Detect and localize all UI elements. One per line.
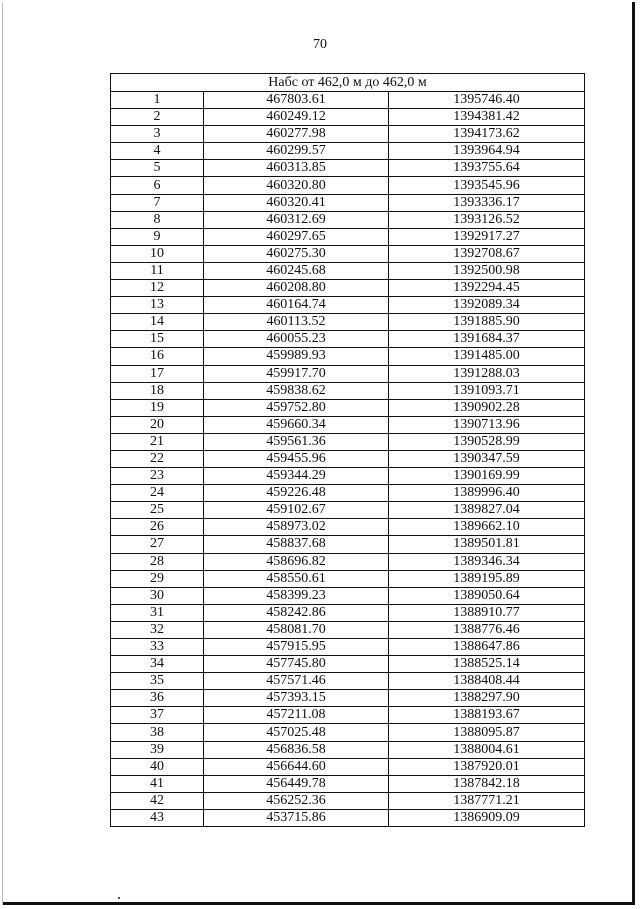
table-row xyxy=(111,758,585,775)
y-coordinate: 1392708.67 xyxy=(389,245,585,262)
x-coordinate: 460275.30 xyxy=(204,245,389,262)
point-number: 37 xyxy=(111,707,204,724)
table-row xyxy=(111,126,585,143)
table-row xyxy=(111,587,585,604)
x-coordinate: 460312.69 xyxy=(204,211,389,228)
x-coordinate: 453715.86 xyxy=(204,809,389,826)
point-number: 11 xyxy=(111,262,204,279)
y-coordinate: 1388910.77 xyxy=(389,604,585,621)
x-coordinate: 457915.95 xyxy=(204,639,389,656)
y-coordinate: 1394173.62 xyxy=(389,126,585,143)
table-row xyxy=(111,297,585,314)
y-coordinate: 1392294.45 xyxy=(389,280,585,297)
x-coordinate: 459917.70 xyxy=(204,365,389,382)
y-coordinate: 1391684.37 xyxy=(389,331,585,348)
x-coordinate: 459102.67 xyxy=(204,502,389,519)
point-number: 24 xyxy=(111,485,204,502)
table-row xyxy=(111,228,585,245)
point-number: 31 xyxy=(111,604,204,621)
point-number: 20 xyxy=(111,416,204,433)
point-number: 25 xyxy=(111,502,204,519)
table-row xyxy=(111,382,585,399)
table-row xyxy=(111,741,585,758)
x-coordinate: 456449.78 xyxy=(204,775,389,792)
x-coordinate: 458696.82 xyxy=(204,553,389,570)
y-coordinate: 1390347.59 xyxy=(389,450,585,467)
table-row xyxy=(111,707,585,724)
point-number: 1 xyxy=(111,92,204,109)
x-coordinate: 457745.80 xyxy=(204,656,389,673)
point-number: 33 xyxy=(111,639,204,656)
table-row xyxy=(111,775,585,792)
point-number: 3 xyxy=(111,126,204,143)
table-header: Набс от 462,0 м до 462,0 м xyxy=(111,74,585,92)
table-row xyxy=(111,365,585,382)
x-coordinate: 459838.62 xyxy=(204,382,389,399)
y-coordinate: 1389996.40 xyxy=(389,485,585,502)
x-coordinate: 460245.68 xyxy=(204,262,389,279)
point-number: 39 xyxy=(111,741,204,758)
table-row xyxy=(111,348,585,365)
y-coordinate: 1391885.90 xyxy=(389,314,585,331)
y-coordinate: 1393126.52 xyxy=(389,211,585,228)
table-row xyxy=(111,262,585,279)
x-coordinate: 459989.93 xyxy=(204,348,389,365)
point-number: 18 xyxy=(111,382,204,399)
point-number: 21 xyxy=(111,433,204,450)
point-number: 41 xyxy=(111,775,204,792)
point-number: 15 xyxy=(111,331,204,348)
x-coordinate: 460320.41 xyxy=(204,194,389,211)
y-coordinate: 1388776.46 xyxy=(389,621,585,638)
table-row xyxy=(111,143,585,160)
point-number: 43 xyxy=(111,809,204,826)
y-coordinate: 1387842.18 xyxy=(389,775,585,792)
x-coordinate: 460277.98 xyxy=(204,126,389,143)
page-edge xyxy=(2,2,3,905)
point-number: 9 xyxy=(111,228,204,245)
y-coordinate: 1394381.42 xyxy=(389,109,585,126)
y-coordinate: 1391485.00 xyxy=(389,348,585,365)
table-row xyxy=(111,570,585,587)
y-coordinate: 1392917.27 xyxy=(389,228,585,245)
table-row xyxy=(111,502,585,519)
point-number: 4 xyxy=(111,143,204,160)
table-row xyxy=(111,416,585,433)
table-row xyxy=(111,399,585,416)
x-coordinate: 460164.74 xyxy=(204,297,389,314)
y-coordinate: 1388297.90 xyxy=(389,690,585,707)
y-coordinate: 1389827.04 xyxy=(389,502,585,519)
x-coordinate: 458242.86 xyxy=(204,604,389,621)
y-coordinate: 1388408.44 xyxy=(389,673,585,690)
y-coordinate: 1390902.28 xyxy=(389,399,585,416)
point-number: 28 xyxy=(111,553,204,570)
table-row xyxy=(111,331,585,348)
y-coordinate: 1388095.87 xyxy=(389,724,585,741)
x-coordinate: 458081.70 xyxy=(204,621,389,638)
y-coordinate: 1388004.61 xyxy=(389,741,585,758)
point-number: 7 xyxy=(111,194,204,211)
table-row xyxy=(111,485,585,502)
y-coordinate: 1390169.99 xyxy=(389,468,585,485)
table-row xyxy=(111,724,585,741)
y-coordinate: 1392089.34 xyxy=(389,297,585,314)
x-coordinate: 460055.23 xyxy=(204,331,389,348)
table-row xyxy=(111,792,585,809)
y-coordinate: 1388193.67 xyxy=(389,707,585,724)
x-coordinate: 457025.48 xyxy=(204,724,389,741)
y-coordinate: 1386909.09 xyxy=(389,809,585,826)
point-number: 29 xyxy=(111,570,204,587)
point-number: 22 xyxy=(111,450,204,467)
point-number: 5 xyxy=(111,160,204,177)
table-row xyxy=(111,194,585,211)
point-number: 10 xyxy=(111,245,204,262)
y-coordinate: 1389662.10 xyxy=(389,519,585,536)
point-number: 13 xyxy=(111,297,204,314)
table-header-row xyxy=(111,74,585,92)
table-row xyxy=(111,211,585,228)
x-coordinate: 459752.80 xyxy=(204,399,389,416)
table-row xyxy=(111,604,585,621)
y-coordinate: 1390713.96 xyxy=(389,416,585,433)
x-coordinate: 460249.12 xyxy=(204,109,389,126)
y-coordinate: 1391093.71 xyxy=(389,382,585,399)
y-coordinate: 1389501.81 xyxy=(389,536,585,553)
x-coordinate: 456644.60 xyxy=(204,758,389,775)
table-row xyxy=(111,809,585,826)
point-number: 2 xyxy=(111,109,204,126)
point-number: 23 xyxy=(111,468,204,485)
point-number: 26 xyxy=(111,519,204,536)
point-number: 38 xyxy=(111,724,204,741)
table-row xyxy=(111,690,585,707)
point-number: 14 xyxy=(111,314,204,331)
y-coordinate: 1393755.64 xyxy=(389,160,585,177)
x-coordinate: 459455.96 xyxy=(204,450,389,467)
point-number: 42 xyxy=(111,792,204,809)
y-coordinate: 1387771.21 xyxy=(389,792,585,809)
coordinates-table xyxy=(110,73,585,827)
y-coordinate: 1393336.17 xyxy=(389,194,585,211)
point-number: 35 xyxy=(111,673,204,690)
x-coordinate: 456252.36 xyxy=(204,792,389,809)
page-number: 70 xyxy=(313,37,327,52)
y-coordinate: 1392500.98 xyxy=(389,262,585,279)
y-coordinate: 1390528.99 xyxy=(389,433,585,450)
scan-speck xyxy=(118,897,120,899)
y-coordinate: 1389050.64 xyxy=(389,587,585,604)
table-row xyxy=(111,468,585,485)
table-row xyxy=(111,314,585,331)
point-number: 27 xyxy=(111,536,204,553)
x-coordinate: 460113.52 xyxy=(204,314,389,331)
table-row xyxy=(111,109,585,126)
point-number: 16 xyxy=(111,348,204,365)
table-row xyxy=(111,433,585,450)
y-coordinate: 1388647.86 xyxy=(389,639,585,656)
point-number: 36 xyxy=(111,690,204,707)
point-number: 8 xyxy=(111,211,204,228)
y-coordinate: 1388525.14 xyxy=(389,656,585,673)
y-coordinate: 1389195.89 xyxy=(389,570,585,587)
x-coordinate: 460320.80 xyxy=(204,177,389,194)
y-coordinate: 1393545.96 xyxy=(389,177,585,194)
table-row xyxy=(111,536,585,553)
table-row xyxy=(111,450,585,467)
x-coordinate: 467803.61 xyxy=(204,92,389,109)
x-coordinate: 458973.02 xyxy=(204,519,389,536)
x-coordinate: 459344.29 xyxy=(204,468,389,485)
table-row xyxy=(111,245,585,262)
x-coordinate: 458837.68 xyxy=(204,536,389,553)
y-coordinate: 1393964.94 xyxy=(389,143,585,160)
point-number: 32 xyxy=(111,621,204,638)
x-coordinate: 456836.58 xyxy=(204,741,389,758)
point-number: 30 xyxy=(111,587,204,604)
x-coordinate: 459561.36 xyxy=(204,433,389,450)
x-coordinate: 458550.61 xyxy=(204,570,389,587)
y-coordinate: 1391288.03 xyxy=(389,365,585,382)
x-coordinate: 457571.46 xyxy=(204,673,389,690)
x-coordinate: 458399.23 xyxy=(204,587,389,604)
table-row xyxy=(111,621,585,638)
x-coordinate: 457393.15 xyxy=(204,690,389,707)
x-coordinate: 457211.08 xyxy=(204,707,389,724)
table-row xyxy=(111,639,585,656)
x-coordinate: 459660.34 xyxy=(204,416,389,433)
y-coordinate: 1387920.01 xyxy=(389,758,585,775)
point-number: 19 xyxy=(111,399,204,416)
point-number: 40 xyxy=(111,758,204,775)
table-row xyxy=(111,673,585,690)
table-body xyxy=(111,92,585,827)
y-coordinate: 1395746.40 xyxy=(389,92,585,109)
table-row xyxy=(111,656,585,673)
x-coordinate: 460297.65 xyxy=(204,228,389,245)
x-coordinate: 460299.57 xyxy=(204,143,389,160)
point-number: 6 xyxy=(111,177,204,194)
x-coordinate: 460208.80 xyxy=(204,280,389,297)
table-row xyxy=(111,177,585,194)
y-coordinate: 1389346.34 xyxy=(389,553,585,570)
table-row xyxy=(111,280,585,297)
table-row xyxy=(111,519,585,536)
point-number: 34 xyxy=(111,656,204,673)
point-number: 12 xyxy=(111,280,204,297)
x-coordinate: 459226.48 xyxy=(204,485,389,502)
table-row xyxy=(111,92,585,109)
table-row xyxy=(111,160,585,177)
point-number: 17 xyxy=(111,365,204,382)
table-row xyxy=(111,553,585,570)
x-coordinate: 460313.85 xyxy=(204,160,389,177)
